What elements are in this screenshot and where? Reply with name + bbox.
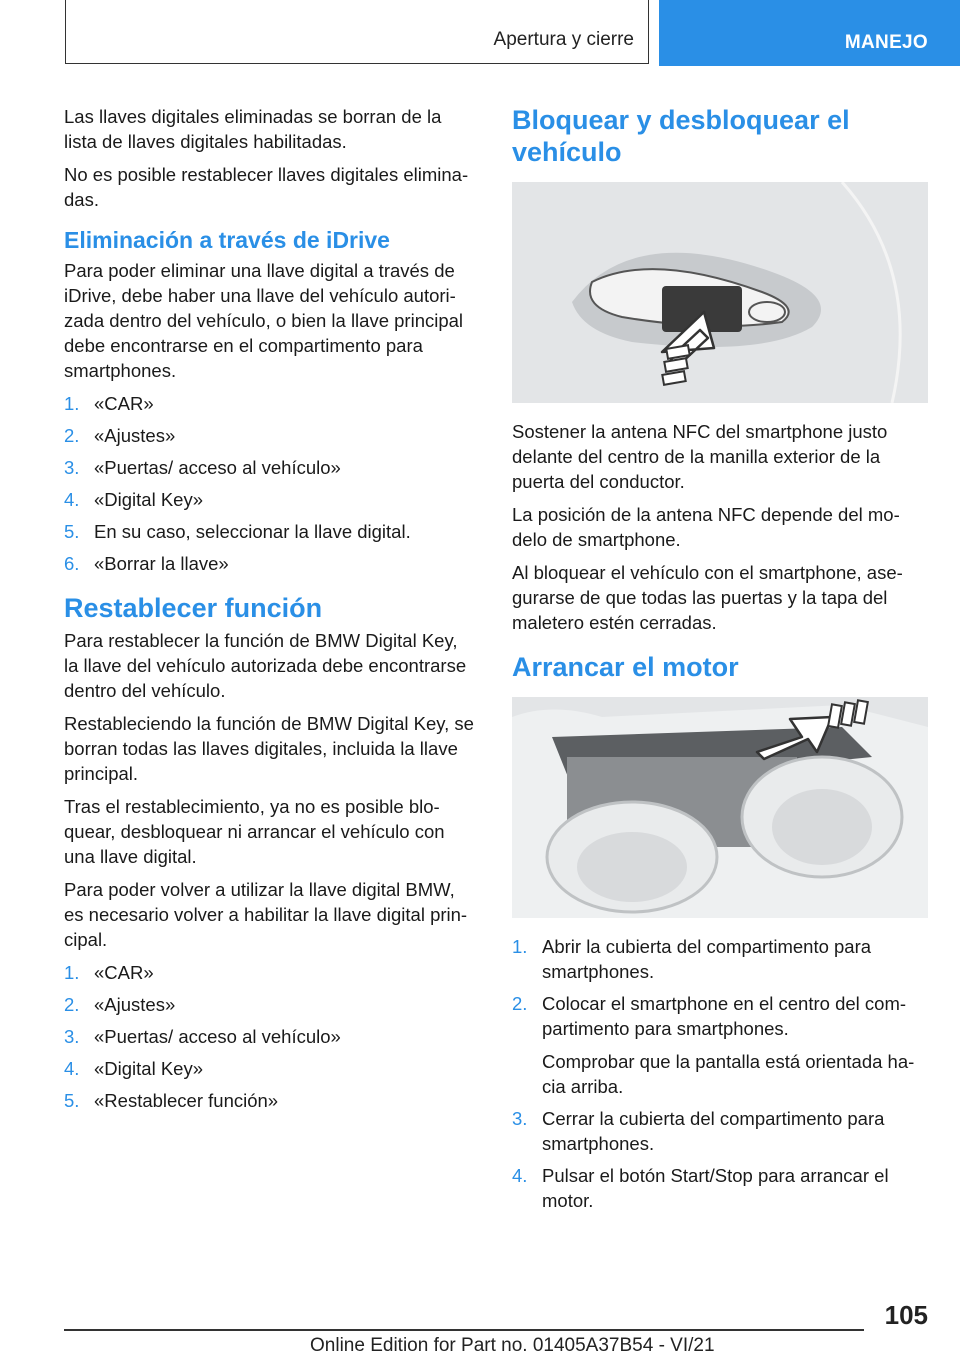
list-text: En su caso, seleccionar la llave digital. bbox=[94, 521, 411, 542]
paragraph: Al bloquear el vehículo con el smartphone, ase‐gurarse de que todas las puertas y la tapa del maletero estén cerradas. bbox=[512, 562, 903, 633]
list-number: 4. bbox=[512, 1165, 528, 1186]
list-text: «Borrar la llave» bbox=[94, 553, 229, 574]
list-item bbox=[512, 934, 928, 984]
list-text: «Digital Key» bbox=[94, 489, 204, 510]
list-text: Abrir la cubierta del compartimento para smartphones. bbox=[542, 936, 872, 982]
list-item bbox=[64, 519, 476, 544]
list-text: «Digital Key» bbox=[94, 1058, 204, 1079]
right-column bbox=[512, 104, 928, 1225]
list-item bbox=[512, 991, 928, 1099]
steps-list-start bbox=[512, 934, 928, 1213]
list-subtext: Comprobar que la pantalla está orientada ha‐cia arriba. bbox=[542, 1051, 915, 1097]
door-handle-illustration bbox=[512, 182, 928, 403]
list-number: 3. bbox=[64, 1026, 80, 1047]
cupholder-left-inner bbox=[577, 832, 687, 902]
smartphone-tray-illustration bbox=[512, 697, 928, 918]
steps-list-delete bbox=[64, 391, 476, 576]
list-item bbox=[64, 1056, 476, 1081]
smartphone-icon bbox=[828, 700, 868, 727]
list-number: 4. bbox=[64, 489, 80, 510]
list-item bbox=[512, 1106, 928, 1156]
footer-edition: Online Edition for Part no. 01405A37B54 - VI/21 bbox=[310, 1335, 715, 1356]
list-text: «CAR» bbox=[94, 962, 154, 983]
paragraph: Restableciendo la función de BMW Digital Key, se borran todas las llaves digitales, incluida la llave principal. bbox=[64, 713, 474, 784]
list-number: 5. bbox=[64, 1090, 80, 1111]
list-number: 3. bbox=[512, 1108, 528, 1129]
list-item bbox=[64, 551, 476, 576]
list-item bbox=[64, 1024, 476, 1049]
list-text: «Puertas/ acceso al vehículo» bbox=[94, 457, 341, 478]
paragraph: Para restablecer la función de BMW Digital Key, la llave del vehículo autorizada debe encontrarse dentro del vehículo. bbox=[64, 630, 467, 701]
cupholder-right-inner bbox=[772, 789, 872, 865]
paragraph: Para poder volver a utilizar la llave digital BMW, es necesario volver a habilitar la llave digital prin‐cipal. bbox=[64, 879, 468, 950]
list-text: Cerrar la cubierta del compartimento para smartphones. bbox=[542, 1108, 885, 1154]
footer-divider bbox=[64, 1329, 864, 1331]
list-text: Colocar el smartphone en el centro del com‐partimento para smartphones. bbox=[542, 993, 907, 1039]
list-number: 2. bbox=[64, 425, 80, 446]
paragraph: Para poder eliminar una llave digital a través de iDrive, debe haber una llave del vehículo autori‐zada dentro del vehículo, o bien la llave principal debe encontrarse en el compartimento para smartphones. bbox=[64, 260, 464, 381]
list-number: 3. bbox=[64, 457, 80, 478]
list-number: 1. bbox=[64, 962, 80, 983]
header-chapter-tab bbox=[659, 0, 960, 66]
header-chapter-label: MANEJO bbox=[844, 32, 928, 53]
header-section-title: Apertura y cierre bbox=[493, 29, 634, 50]
list-number: 6. bbox=[64, 553, 80, 574]
list-item bbox=[64, 423, 476, 448]
list-text: Pulsar el botón Start/Stop para arrancar el motor. bbox=[542, 1165, 889, 1211]
list-item bbox=[64, 455, 476, 480]
list-item bbox=[512, 1163, 928, 1213]
paragraph: Tras el restablecimiento, ya no es posible blo‐quear, desbloquear ni arrancar el vehículo con una llave digital. bbox=[64, 796, 445, 867]
paragraph: Las llaves digitales eliminadas se borran de la lista de llaves digitales habilitadas. bbox=[64, 106, 442, 152]
list-number: 1. bbox=[512, 936, 528, 957]
left-column bbox=[64, 104, 476, 1125]
page-number: 105 bbox=[884, 1300, 928, 1330]
list-number: 1. bbox=[64, 393, 80, 414]
smartphone-icon bbox=[662, 345, 689, 385]
heading-start-engine: Arrancar el motor bbox=[512, 652, 739, 682]
list-number: 4. bbox=[64, 1058, 80, 1079]
list-text: «Ajustes» bbox=[94, 994, 176, 1015]
list-number: 2. bbox=[64, 994, 80, 1015]
paragraph: Sostener la antena NFC del smartphone justo delante del centro de la manilla exterior de la puerta del conductor. bbox=[512, 421, 888, 492]
heading-lock-unlock: Bloquear y desbloquear el vehículo bbox=[512, 105, 850, 167]
list-text: «Ajustes» bbox=[94, 425, 176, 446]
list-text: «Restablecer función» bbox=[94, 1090, 279, 1111]
list-item bbox=[64, 992, 476, 1017]
paragraph: No es posible restablecer llaves digitales elimina‐das. bbox=[64, 164, 469, 210]
list-item bbox=[64, 391, 476, 416]
list-item bbox=[64, 1088, 476, 1113]
header-section-box bbox=[65, 0, 649, 64]
heading-reset-function: Restablecer función bbox=[64, 593, 323, 623]
list-text: «Puertas/ acceso al vehículo» bbox=[94, 1026, 341, 1047]
list-number: 2. bbox=[512, 993, 528, 1014]
subheading-delete-idrive: Eliminación a través de iDrive bbox=[64, 227, 390, 253]
list-number: 5. bbox=[64, 521, 80, 542]
list-text: «CAR» bbox=[94, 393, 154, 414]
steps-list-reset bbox=[64, 960, 476, 1113]
list-item bbox=[64, 960, 476, 985]
list-item bbox=[64, 487, 476, 512]
paragraph: La posición de la antena NFC depende del mo‐delo de smartphone. bbox=[512, 504, 900, 550]
